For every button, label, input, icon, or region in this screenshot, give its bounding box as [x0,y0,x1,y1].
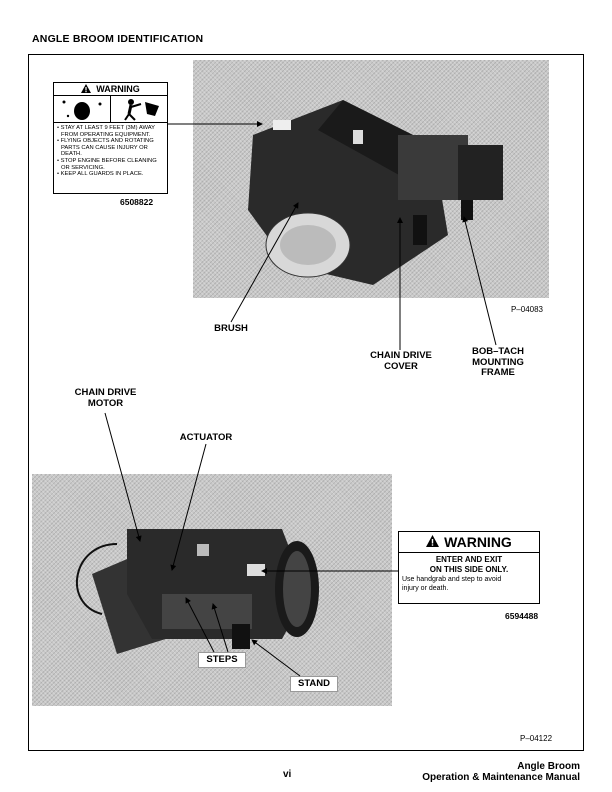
decal-line: • KEEP ALL GUARDS IN PLACE. [57,171,144,178]
broom-illustration-top [193,60,549,298]
label-steps: STEPS [198,652,246,668]
decal-part-number-top: 6508822 [120,197,154,207]
section-title: ANGLE BROOM IDENTIFICATION [32,33,204,45]
decal-line: ON THIS SIDE ONLY. [429,565,509,574]
person-hazard-icon [111,96,167,122]
broom-photo-top [193,60,549,314]
label-brush: BRUSH [214,323,248,334]
decal-heading: WARNING [444,534,512,550]
decal-instruction [399,575,539,593]
warning-triangle-icon [81,84,91,95]
label-stand: STAND [290,676,338,692]
warning-triangle-icon [426,534,439,550]
page-number: vi [283,769,292,780]
decal-line: ENTER AND EXIT [435,555,503,564]
label-chain-drive-motor: CHAIN DRIVE MOTOR [74,387,137,409]
broom-illustration-bottom [32,474,392,706]
decal-line: Use handgrab and step to avoid [402,576,502,583]
decal-line: injury or death. [402,585,449,592]
photo-number-top: P–04083 [510,305,543,314]
decal-part-number-bottom: 6594488 [505,611,539,621]
warning-decal-6508822 [53,82,168,194]
flying-debris-icon [54,96,111,122]
decal-pictograms [54,96,167,123]
photo-number-bottom: P–04122 [520,734,553,743]
decal-line: • FLYING OBJECTS AND ROTATING PARTS CAN CAUSE INJURY OR DEATH. [57,138,154,158]
label-bob-tach-mounting-frame: BOB–TACH MOUNTING FRAME [471,346,525,378]
decal-text [54,123,167,178]
decal-line: • STAY AT LEAST 9 FEET (3M) AWAY FROM OPERATING EQUIPMENT. [57,125,155,138]
label-chain-drive-cover: CHAIN DRIVE COVER [370,350,432,372]
broom-photo-bottom [32,474,392,706]
decal-instruction-bold [399,555,539,575]
decal-header [54,83,167,96]
decal-header [399,532,539,553]
label-actuator: ACTUATOR [179,432,233,443]
decal-heading: WARNING [96,84,140,94]
decal-line: • STOP ENGINE BEFORE CLEANING OR SERVICING. [57,157,157,171]
warning-decal-6594488 [398,531,540,604]
manual-title: Angle Broom Operation & Maintenance Manual [422,761,580,783]
